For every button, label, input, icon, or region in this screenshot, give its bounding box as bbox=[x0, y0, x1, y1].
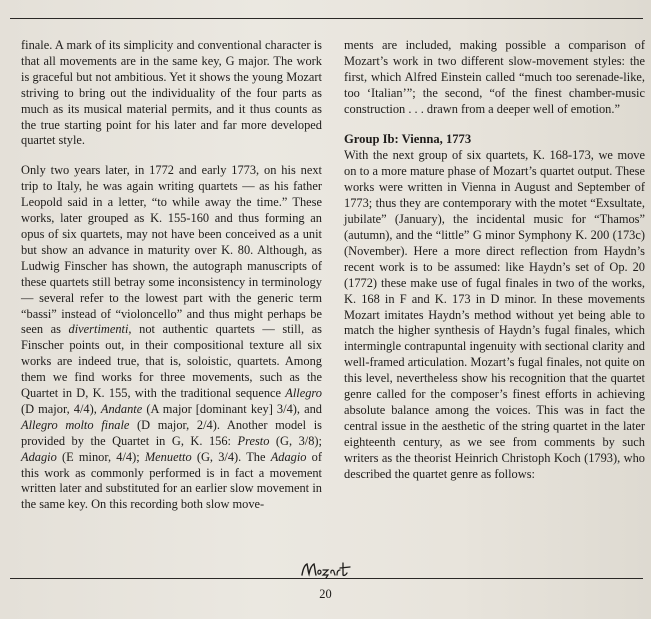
mozart-signature-logo bbox=[300, 560, 352, 580]
text-run: (G, 3/8); bbox=[269, 433, 322, 448]
page-number: 20 bbox=[319, 587, 332, 601]
italic-term: Adagio bbox=[270, 449, 307, 464]
text-run: (A major [dominant key] 3/4), and bbox=[142, 401, 322, 416]
italic-term: Adagio bbox=[21, 449, 57, 464]
left-paragraph-2 bbox=[21, 163, 322, 513]
left-paragraph-1: finale. A mark of its simplicity and conventional character is that all movements are in the same key, G major. The work is graceful but not ambitious. Yet it shows the young Mozart striving to bring out the individuality of the four parts as much as its musical material permits, and it thus counts as the true starting point for his later and far more developed quartet style. bbox=[21, 38, 322, 148]
text-run: (G, 3/4). The bbox=[191, 449, 271, 464]
italic-term: Menuetto bbox=[144, 449, 192, 464]
text-run: not authentic quartets — still, as Finscher points out, in their compositional texture all six works are indeed true, that is, soloistic, quartets. Among them we find works for three movements, such as the Quartet in D, K. 155, with the traditional sequence bbox=[21, 322, 322, 401]
text-run: (D major, 4/4), bbox=[21, 401, 101, 416]
right-paragraph-2: With the next group of six quartets, K. 168-173, we move on to a more mature phase of Mozart’s quartet output. These works were written in Vienna in August and September of 1773; thus they are contemporary with the motet “Exsultate, jubilate” (January), the incidental music for “Thamos” (autumn), and the “little” G minor Symphony K. 200 (173c) (November). Here a more direct reflection from Haydn’s recent work is to be assumed: like Haydn’s set of Op. 20 (1772) these make use of fugal finales in two of the works, K. 168 in F and K. 173 in D minor. In these movements Mozart imitates Haydn’s method without yet being able to match the higher synthesis of Haydn’s fugal finales, which intermingle contrapuntal ingenuity with sectional clarity and well-framed articulation. Mozart’s fugal finales, not quite on this level, nevertheless show his recognition that the quartet genre called for the composer’s finest efforts in achieving absolute balance among the voices. This was in fact the central issue in the aesthetic of the string quartet in the later eighteenth century, as we see from comments by such writers as the theorist Heinrich Christoph Koch (1793), who described the quartet genre as follows: bbox=[344, 148, 645, 481]
right-column bbox=[344, 38, 645, 496]
bottom-rule bbox=[10, 578, 643, 579]
italic-term: Allegro bbox=[285, 386, 322, 401]
text-run: (D major, 2/4). Another model is provided by the Quartet in G, K. 156: bbox=[21, 417, 323, 448]
text-run: of this work as commonly performed is in fact a movement written later and substituted for an earlier slow movement in the same key. On this recording both slow move- bbox=[21, 449, 322, 512]
italic-term: Andante bbox=[100, 401, 143, 416]
italic-term: Presto bbox=[237, 433, 270, 448]
text-run: Only two years later, in 1772 and early 1773, on his next trip to Italy, he was again writing quartets — as his father Leopold said in a letter, “to while away the time.” These works, later grouped as K. 155-160 and thus forming an opus of six quartets, may not have been conceived as a unit but show an advance in maturity over K. 80. Although, as Ludwig Finscher has shown, the autograph manuscripts of these quartets still betray some inconsistency in terminology — several refer to the lowest part with the generic term “bassi” instead of “violoncello” and thus might perhaps be seen as bbox=[21, 163, 322, 337]
text-run: (E minor, 4/4); bbox=[56, 449, 145, 464]
italic-term: Allegro molto finale bbox=[21, 417, 130, 432]
section-heading: Group Ib: Vienna, 1773 bbox=[344, 131, 472, 146]
italic-term: divertimenti, bbox=[68, 322, 132, 337]
right-paragraph-1: ments are included, making possible a comparison of Mozart’s work in two different slow-movement styles: the first, which Alfred Einstein called “much too serenade-like, too ‘Italian’”; the second, “of the finest chamber-music construction . . . drawn from a deeper well of emotion.” bbox=[344, 38, 645, 116]
left-column bbox=[21, 38, 322, 527]
top-rule bbox=[10, 18, 643, 19]
